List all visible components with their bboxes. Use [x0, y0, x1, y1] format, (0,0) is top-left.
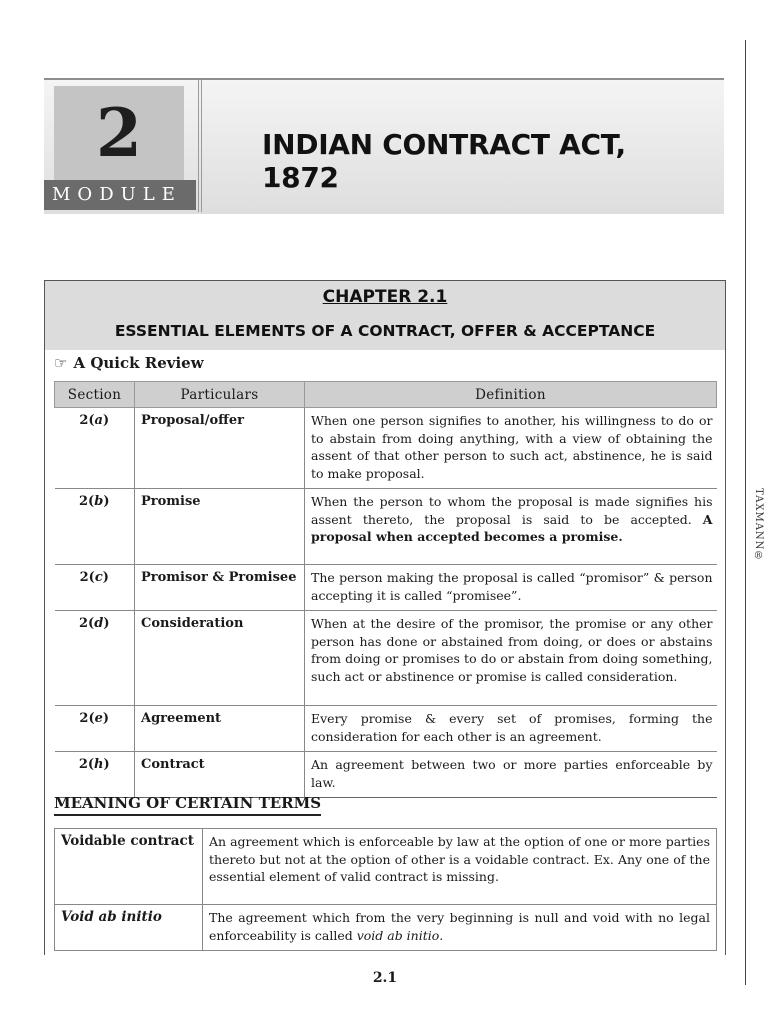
- particular: Promisor & Promisee: [135, 565, 305, 611]
- section-number: 2(h): [55, 752, 135, 798]
- table-row: [55, 489, 717, 565]
- term-definition: The agreement which from the very beginning is null and void with no legal enforceability is called void ab initio.: [203, 905, 717, 951]
- table-row: [55, 829, 717, 905]
- table-row: [55, 905, 717, 951]
- page-title: INDIAN CONTRACT ACT, 1872: [262, 128, 626, 194]
- definition-emphasis: A proposal when accepted becomes a promise.: [311, 511, 713, 544]
- particular: Promise: [135, 489, 305, 565]
- quick-review-heading: ☞ A Quick Review: [54, 354, 204, 372]
- definition: Every promise & every set of promises, forming the consideration for each other is an agreement.: [305, 706, 717, 752]
- chapter-title: ESSENTIAL ELEMENTS OF A CONTRACT, OFFER & ACCEPTANCE: [114, 322, 656, 340]
- terms-heading: MEANING OF CERTAIN TERMS: [54, 794, 321, 816]
- publisher-brand: TAXMANN®: [753, 487, 764, 563]
- table-row: [55, 408, 717, 489]
- header-separator: [198, 80, 204, 212]
- module-number: 2: [96, 94, 142, 172]
- table-row: [55, 611, 717, 706]
- table-row: [55, 752, 717, 798]
- table-header-row: [55, 382, 717, 408]
- table-row: [55, 565, 717, 611]
- term-definition: An agreement which is enforceable by law at the option of one or more parties thereto but not at the option of other is a voidable contract. Ex. Any one of the essential element of valid contract is missing.: [203, 829, 717, 905]
- pointing-hand-icon: ☞: [54, 354, 68, 372]
- particular: Agreement: [135, 706, 305, 752]
- term: Voidable contract: [55, 829, 203, 905]
- column-header-definition: Definition: [305, 382, 717, 408]
- page-number: 2.1: [372, 970, 398, 986]
- particular: Proposal/offer: [135, 408, 305, 489]
- definition: When the person to whom the proposal is made signifies his assent thereto, the proposal is said to be accepted. A proposal when accepted becomes a promise.: [305, 489, 717, 565]
- section-number: 2(c): [55, 565, 135, 611]
- table-row: [55, 706, 717, 752]
- definition: An agreement between two or more parties enforceable by law.: [305, 752, 717, 798]
- particular: Consideration: [135, 611, 305, 706]
- definition: When at the desire of the promisor, the promise or any other person has done or abstained from doing, or does or abstains from doing or promises to do or abstain from doing something, such act or abstinence or promise is called consideration.: [305, 611, 717, 706]
- right-margin-rule: [745, 40, 746, 985]
- column-header-section: Section: [55, 382, 135, 408]
- column-header-particulars: Particulars: [135, 382, 305, 408]
- section-number: 2(d): [55, 611, 135, 706]
- definition: The person making the proposal is called “promisor” & person accepting it is called “promisee”.: [305, 565, 717, 611]
- section-number: 2(e): [55, 706, 135, 752]
- section-number: 2(a): [55, 408, 135, 489]
- module-label: MODULE: [52, 184, 182, 205]
- definition: When one person signifies to another, his willingness to do or to abstain from doing anything, with a view of obtaining the assent of that other person to such act, abstinence, he is said to make proposal.: [305, 408, 717, 489]
- quick-review-table: [54, 381, 717, 798]
- section-number: 2(b): [55, 489, 135, 565]
- particular: Contract: [135, 752, 305, 798]
- terms-table: [54, 828, 717, 951]
- term: Void ab initio: [55, 905, 203, 951]
- chapter-number: CHAPTER 2.1: [322, 287, 448, 307]
